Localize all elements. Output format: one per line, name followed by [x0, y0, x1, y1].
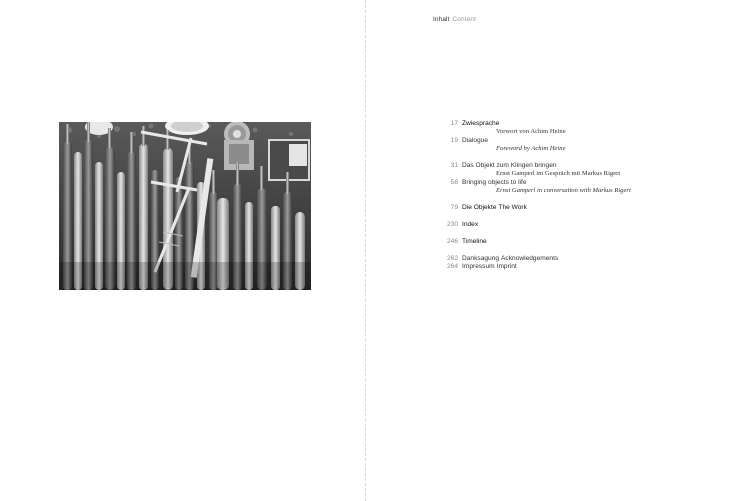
toc-title-en: Acknowledgements	[501, 255, 559, 262]
toc-title: Bringing objects to life	[462, 179, 527, 186]
toc-entry-danksagung	[446, 255, 722, 263]
toc-title-en: Imprint	[496, 263, 517, 270]
page-number: 19	[450, 137, 458, 144]
toc-title: Dialogue	[462, 137, 489, 144]
chisels-photo	[59, 122, 311, 290]
toc-title	[462, 263, 722, 271]
contents-header	[433, 16, 476, 23]
toc-entry-das-objekt	[450, 162, 722, 178]
toc-title: Zwiesprache	[462, 120, 500, 127]
toc-entry-impressum	[446, 263, 722, 271]
page-number: 79	[450, 204, 458, 211]
toc-entry-timeline	[446, 238, 722, 246]
toc-title	[462, 204, 722, 212]
toc-title	[462, 255, 722, 263]
toc-title-en: The Work	[498, 204, 527, 211]
page-number: 264	[446, 263, 458, 270]
toc-entry-zwiesprache	[450, 120, 722, 136]
toc-title-de: Impressum	[462, 263, 495, 270]
toc-subtitle: Vorwort von Achim Heine	[496, 128, 566, 136]
toc-subtitle: Ernst Gamperl im Gespräch mit Markus Rigert	[496, 170, 621, 178]
page-number: 58	[450, 179, 458, 186]
page-number: 262	[446, 255, 458, 262]
toc-title-de: Danksagung	[462, 255, 500, 262]
header-en: Content	[452, 16, 476, 23]
toc-subtitle: Foreword by Achim Heine	[496, 145, 566, 153]
page-number: 31	[450, 162, 458, 169]
page-number: 230	[446, 221, 458, 228]
toc-subtitle: Ernst Gamperl in conversation with Markus Rigert	[496, 187, 631, 195]
toc-title-de: Die Objekte	[462, 204, 497, 211]
toc-title: Timeline	[462, 238, 487, 245]
page-number: 17	[450, 120, 458, 127]
toc-title: Index	[462, 221, 479, 228]
toc-entry-objekte	[450, 204, 722, 212]
toc-entry-dialogue	[450, 137, 722, 153]
toc-entry-bringing-objects	[450, 179, 722, 195]
header-de: Inhalt	[433, 16, 450, 23]
page-number: 246	[446, 238, 458, 245]
right-page	[366, 0, 730, 501]
toc-entry-index	[446, 221, 722, 229]
toc-title: Das Objekt zum Klingen bringen	[462, 162, 557, 169]
